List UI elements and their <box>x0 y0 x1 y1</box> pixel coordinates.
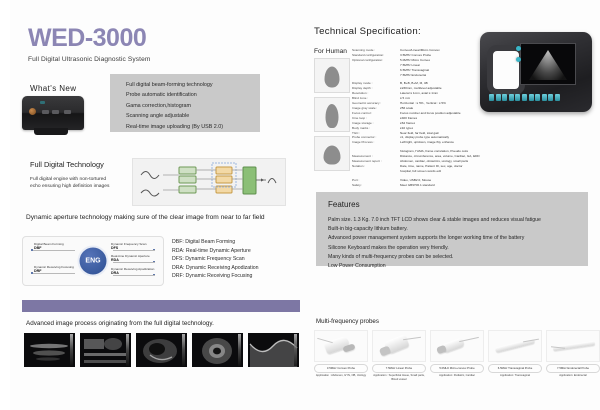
spec-value: ≥230mm, multilevel adjustable <box>400 86 442 91</box>
engine-node-drf: Dynamic Receiving Focusing DRF <box>34 265 74 273</box>
spec-key: Resolution : <box>352 91 369 96</box>
spec-value: Video, USB2.0, Mouse <box>400 177 432 182</box>
features-list <box>316 209 588 271</box>
device-keypad <box>489 94 560 101</box>
endorectal-probe-icon <box>546 330 600 362</box>
connector-line <box>113 250 155 251</box>
device-button-icon <box>64 110 71 114</box>
spec-value: ≥400 frames <box>400 115 418 120</box>
probe-item <box>372 330 426 382</box>
probe-item <box>546 330 600 382</box>
spec-value: 7.5MHz Endorectal <box>400 72 427 77</box>
list-item: Advanced power management system supports the longer working time of the battery <box>328 235 525 242</box>
device-photo-small <box>22 96 84 130</box>
device-indicator-icon <box>516 46 521 51</box>
ultrasound-thumbnail <box>192 333 243 367</box>
signal-chain-diagram <box>132 158 286 206</box>
head-icon <box>314 136 350 171</box>
engine-node-dfs: Dynamic Frequency Scan DFS <box>111 242 147 250</box>
spec-key: Optional configuration: <box>352 57 383 62</box>
spec-key: Measurement : <box>352 154 373 159</box>
probe-list <box>314 330 600 382</box>
engine-diagram <box>22 236 164 286</box>
acronym-legend <box>172 238 259 281</box>
image-gallery-caption: Advanced image process originating from the full digital technology. <box>26 320 214 327</box>
gain-bar-icon <box>126 334 129 366</box>
whats-new-list <box>110 74 260 132</box>
features-box <box>316 192 588 270</box>
legend-item: RDA: Real-time Dynamic Aperture <box>172 247 251 254</box>
spec-key: Blind zone : <box>352 96 369 101</box>
list-item: Low Power Consumption <box>328 263 386 270</box>
gain-bar-icon <box>70 334 73 366</box>
ultrasound-thumbnail <box>24 333 75 367</box>
spec-value: 3.5MHz Convex Probe <box>400 52 432 57</box>
section-divider-bar <box>22 300 300 312</box>
spec-key: Image gray scale : <box>352 105 378 110</box>
torso-icon <box>314 97 350 132</box>
list-item: Real-time image uploading (By USB 2.0) <box>126 123 224 130</box>
engine-node-rda: Real-time Dynamic Aperture RDA <box>111 254 150 262</box>
spec-value: Distance, circumference, area, volume, Cardiac, GA, EDD <box>400 154 480 159</box>
spec-value: Convex/Linear/Micro Convex <box>400 48 440 52</box>
ultrasound-thumbnail <box>80 333 131 367</box>
spec-key <box>352 169 400 174</box>
legend-item: DBF: Digital Beam Forming <box>172 239 236 245</box>
probe-item <box>430 330 484 382</box>
whats-new-box <box>110 74 260 132</box>
technical-specification-title: Technical Specification: <box>314 26 421 37</box>
spec-key: Notation : <box>352 163 366 168</box>
connector-line <box>33 250 75 251</box>
probes-title: Multi-frequency probes <box>316 318 379 325</box>
spec-key: Safety: <box>352 182 362 187</box>
gain-bar-icon <box>182 334 185 366</box>
probe-item <box>314 330 368 382</box>
list-item: Gama correction,histogram <box>126 102 192 109</box>
spec-value: 6.5MHz Transvaginal <box>400 67 430 72</box>
engine-node-dbf: Digital Beam Forming DBF <box>34 242 64 250</box>
engine-core-label: ENG <box>80 248 107 275</box>
spec-key: Focus control : <box>352 110 373 115</box>
device-knob-icon <box>29 108 36 115</box>
for-human-label: For Human <box>314 48 347 55</box>
spec-value: hospital, full screen words edit <box>400 168 442 173</box>
spec-key: Probe connector : <box>352 135 377 140</box>
linear-probe-icon <box>372 330 426 362</box>
spec-key: Standard configuration: <box>352 52 384 57</box>
probe-application: Application: Endorectal <box>559 374 587 378</box>
page-subtitle: Full Digital Ultrasonic Diagnostic System <box>28 56 151 63</box>
list-item: Full digital beam-forming technology <box>126 82 213 88</box>
gain-bar-icon <box>294 334 297 366</box>
left-column <box>0 0 302 327</box>
engine-node-dra: Dynamic Receiving Apodization DRA <box>111 267 155 275</box>
connector-line <box>113 262 155 263</box>
spec-key: Port : <box>352 177 360 182</box>
spec-key: Measurement report : <box>352 159 382 164</box>
spec-key: Geometric accuracy : <box>352 101 382 106</box>
legend-item: DFS: Dynamic Frequency Scan <box>172 256 245 263</box>
probe-name: 5.0MHz Micro-convex Probe <box>430 364 484 373</box>
ultrasound-thumbnail <box>248 333 299 367</box>
spec-value: histogram, ΓAMA, frame correlation, Pseudo color <box>400 149 469 154</box>
spec-value: ≥64 frames <box>400 120 416 125</box>
spec-key: Scanning mode : <box>352 48 376 52</box>
spec-value: Meet GB9706.1 standard <box>400 182 435 187</box>
device-button-icon <box>52 110 59 114</box>
legend-item: DRA: Dynamic Receiving Apodization <box>172 264 259 271</box>
list-item: Many kinds of multi-frequency probes can be selected. <box>328 253 454 260</box>
brand-block <box>28 26 150 63</box>
spec-value: Lateral ≤ 1mm, axial ≤ 1mm <box>400 91 439 96</box>
spec-value: 7.5MHz Linear <box>400 62 421 67</box>
convex-probe-icon <box>314 330 368 362</box>
probe-application: Application : Abdomen, GYN, OB, Urology <box>315 374 367 378</box>
spec-key <box>352 73 400 78</box>
ultrasound-image-gallery <box>24 333 299 367</box>
full-digital-technology-description: Full digital engine with non-tortured echo ensuring high definition images <box>30 177 110 190</box>
transvaginal-probe-icon <box>488 330 542 362</box>
connector-line <box>33 273 75 274</box>
spec-key: Display depth : <box>352 86 373 91</box>
probe-application: Application : Superficial tissue, Small parts, Blood vessel <box>373 374 425 382</box>
spec-key: Display mode : <box>352 81 373 86</box>
spec-value: Left/right, up/down, image flip, enhance <box>400 140 455 145</box>
list-item: Scanning angle adjustable <box>126 113 190 120</box>
probe-application: Application: Transvaginal <box>500 374 530 378</box>
device-indicator-icon <box>516 57 521 62</box>
connector-line <box>113 275 155 276</box>
spec-key: Body marks : <box>352 125 371 130</box>
spec-value: Abdomen, cardiac, obstetrics, urology, small parts <box>400 159 469 164</box>
spec-key: Cine loop : <box>352 115 367 120</box>
spec-row <box>352 183 590 188</box>
device-button-icon <box>42 110 49 114</box>
spec-value: x1, display probe type automatically <box>400 135 450 140</box>
probe-name: 3.5MHz Convex Probe <box>314 364 368 373</box>
spec-key: Image storage : <box>352 120 374 125</box>
whats-new-label: What's New <box>30 84 77 93</box>
ultrasound-thumbnail <box>136 333 187 367</box>
probe-name: 7.5MHz Linear Probe <box>372 364 426 373</box>
ultrasound-scan-image <box>529 50 567 80</box>
device-photo-hero <box>480 32 592 112</box>
device-indicator-icon <box>40 101 45 104</box>
spec-value: Date, time, name, Patient ID, sex, age, doctor <box>400 163 463 168</box>
spec-value: Horizontal : ≤ 5% , Vertical : ≤ 5% <box>400 101 446 106</box>
page-title: WED-3000 <box>28 24 147 52</box>
probe-item <box>488 330 542 382</box>
probe-name: 6.5MHz Transvaginal Probe <box>488 364 542 373</box>
list-item: Palm size. 1.3 Kg. 7.0 inch TFT LCD shows clear & stable images and reduces visual fatigue <box>328 217 541 223</box>
features-title: Features <box>328 200 360 209</box>
dynamic-aperture-caption: Dynamic aperture technology making sure of the clear image from near to far field <box>26 214 265 221</box>
spec-value: 256 scale <box>400 105 414 110</box>
spec-value: Focus number and focus position adjustable <box>400 110 461 115</box>
anatomy-icon-column <box>314 58 348 175</box>
probe-application: Application: Pediatric, Cardiac <box>439 374 475 378</box>
spec-value: Near field, far field, total gain <box>400 130 440 135</box>
spec-value: ≤ 5 mm <box>400 96 411 101</box>
signal-chain-svg <box>133 159 285 205</box>
abdomen-icon <box>314 58 350 93</box>
device-screen <box>520 43 576 85</box>
gain-bar-icon <box>238 334 241 366</box>
list-item: Built-in big-capacity lithium battery. <box>328 226 408 233</box>
probe-name: 7.5MHz Endorectal Probe <box>546 364 600 373</box>
micro-convex-probe-icon <box>430 330 484 362</box>
list-item: Silicone Keyboard makes the operation very friendly. <box>328 244 449 251</box>
spec-key: Image Process : <box>352 140 375 145</box>
spec-value: 5.0MHz Micro Convex <box>400 57 431 62</box>
list-item: Probe automatic identification <box>126 92 197 99</box>
legend-item: DRF: Dynamic Receiving Focusing <box>172 273 253 280</box>
spec-value: ≥10 types <box>400 125 414 130</box>
spec-key: TGC : <box>352 130 361 135</box>
spec-value: B, B+B, B+M, M, 4B <box>400 81 428 86</box>
page-margin <box>0 0 10 410</box>
right-column <box>302 0 600 382</box>
full-digital-technology-title: Full Digital Technology <box>30 160 104 169</box>
